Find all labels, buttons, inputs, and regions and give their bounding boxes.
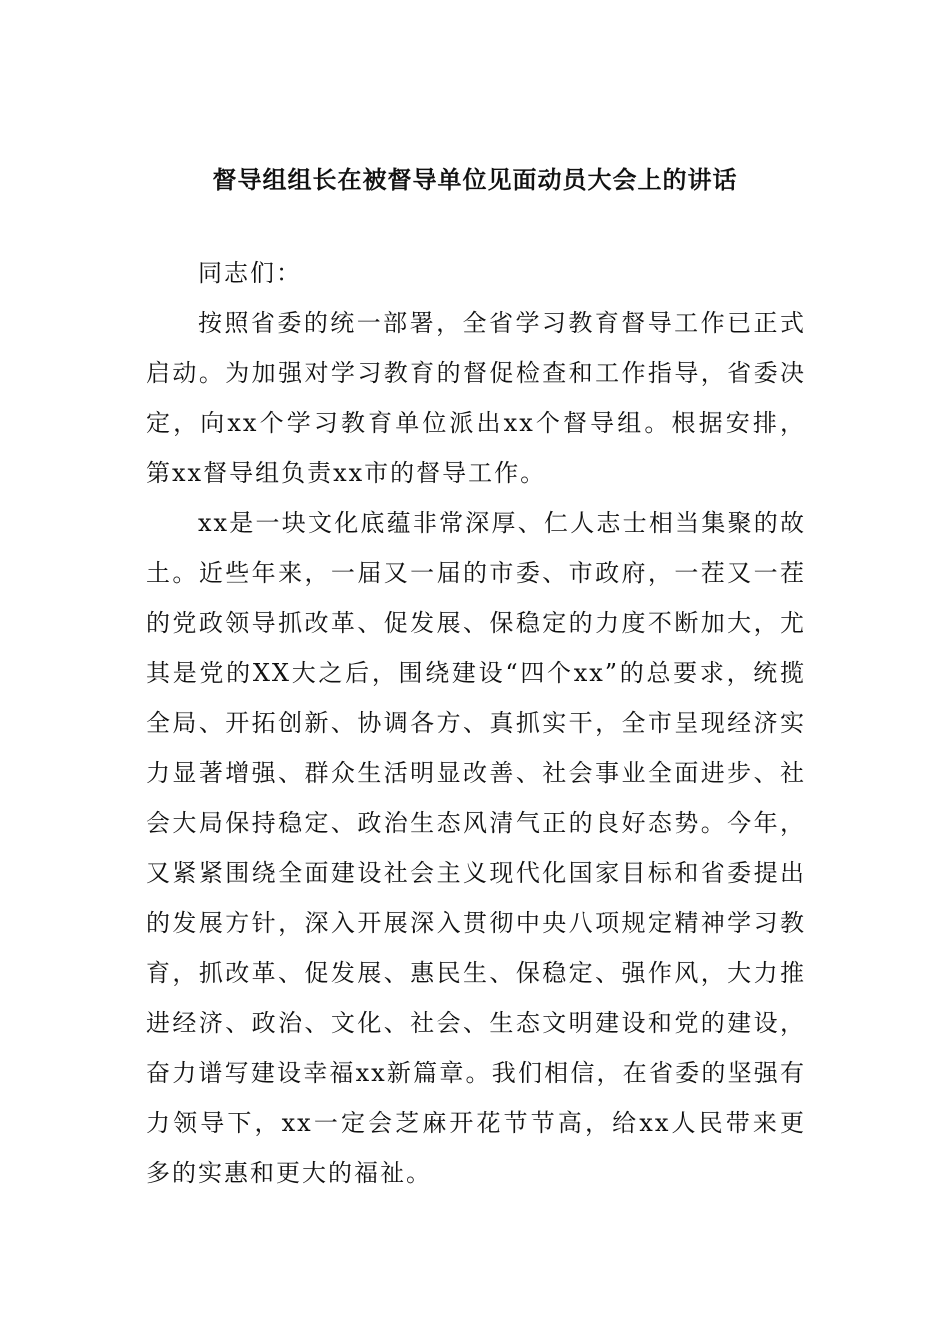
document-body bbox=[146, 248, 806, 1198]
document-title: 督导组组长在被督导单位见面动员大会上的讲话 bbox=[212, 165, 738, 194]
paragraph-1: 按照省委的统一部署，全省学习教育督导工作已正式启动。为加强对学习教育的督促检查和工作指导，省委决定，向xx个学习教育单位派出xx个督导组。根据安排，第xx督导组负责xx市的督导工作。 bbox=[146, 309, 806, 487]
paragraph-2: xx是一块文化底蕴非常深厚、仁人志士相当集聚的故土。近些年来，一届又一届的市委、市政府，一茬又一茬的党政领导抓改革、促发展、保稳定的力度不断加大，尤其是党的XX大之后，围绕建设“四个xx”的总要求，统揽全局、开拓创新、协调各方、真抓实干，全市呈现经济实力显著增强、群众生活明显改善、社会事业全面进步、社会大局保持稳定、政治生态风清气正的良好态势。今年，又紧紧围绕全面建设社会主义现代化国家目标和省委提出的发展方针，深入开展深入贯彻中央八项规定精神学习教育，抓改革、促发展、惠民生、保稳定、强作风，大力推进经济、政治、文化、社会、生态文明建设和党的建设，奋力谱写建设幸福xx新篇章。我们相信，在省委的坚强有力领导下，xx一定会芝麻开花节节高，给xx人民带来更多的实惠和更大的福祉。 bbox=[146, 509, 806, 1187]
salutation: 同志们： bbox=[198, 259, 302, 287]
